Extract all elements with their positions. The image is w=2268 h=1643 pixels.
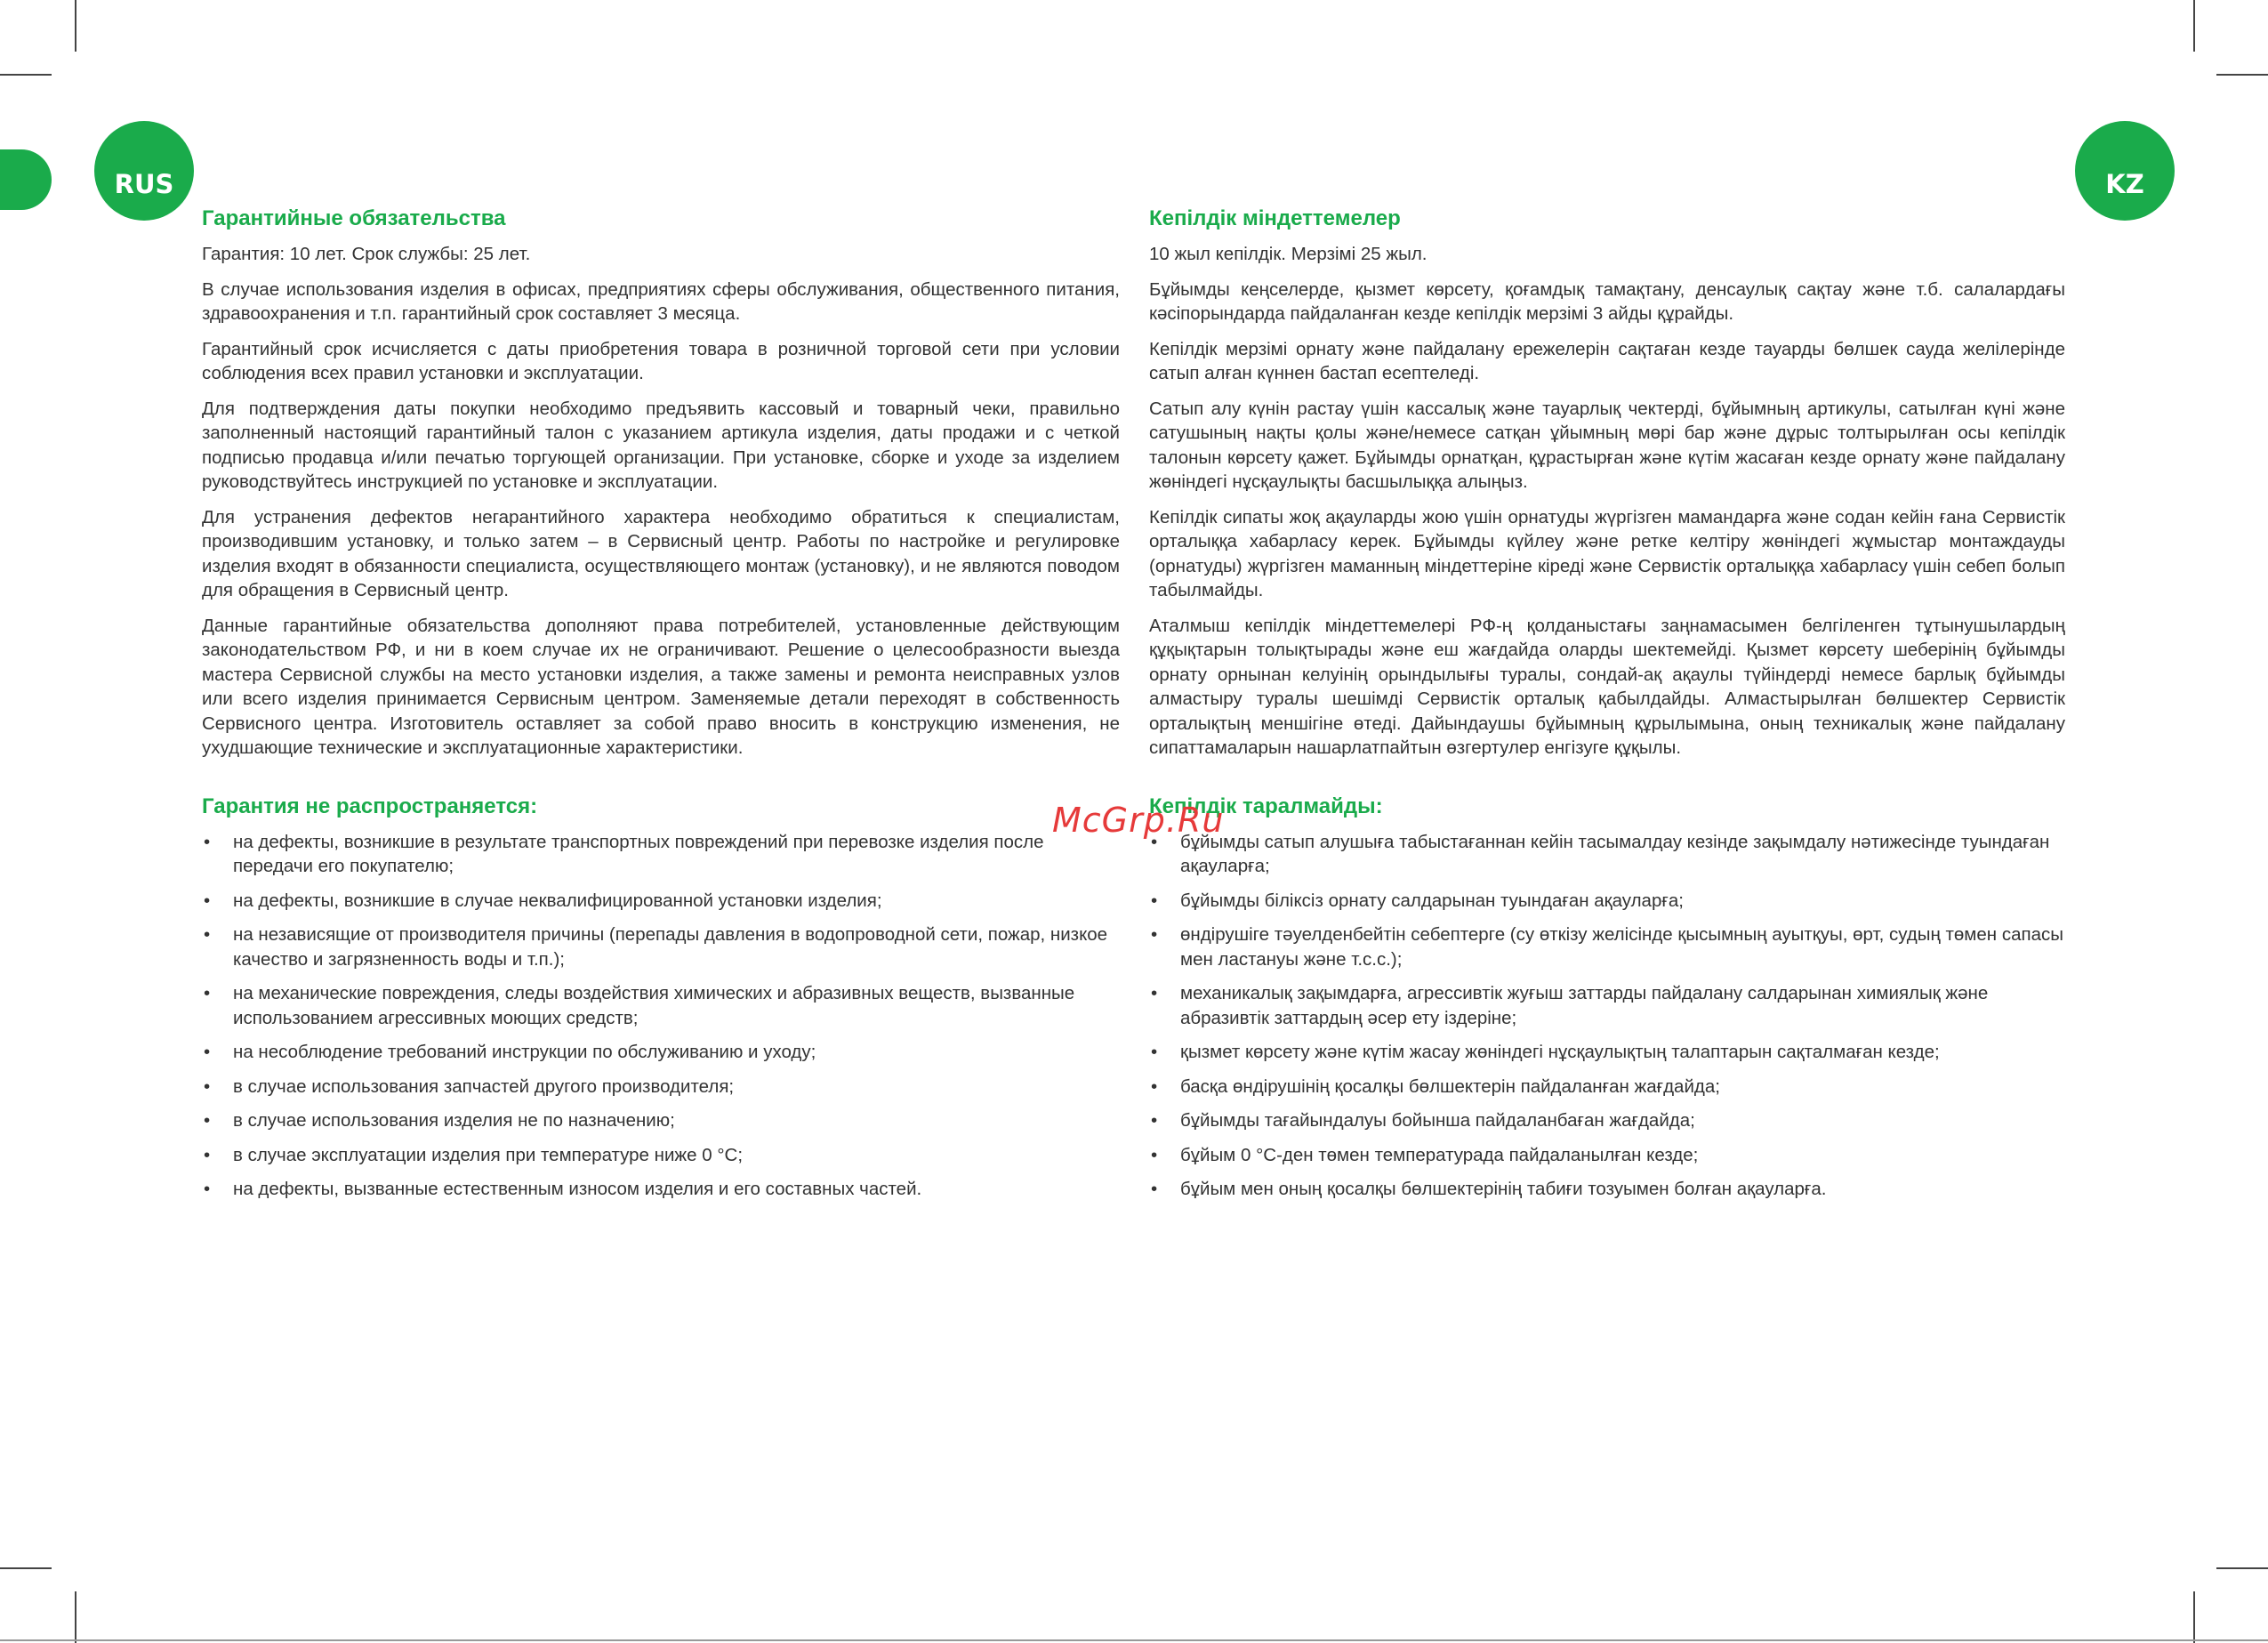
ru-paragraph: Данные гарантийные обязательства дополняют права потребителей, установленные действующим законодательством РФ, и ни в коем случае их не ограничивают. Решение о целесообразности выезда мастера Сервисной службы на место установки изделия, а также замены и ремонта неисправных узлов или всего изделия принимается Сервисным центром. Заменяемые детали переходят в собственность Сервисного центра. Изготовитель оставляет за собой право вносить в конструкцию изменения, не ухудшающие технические и эксплуатационные характеристики. bbox=[202, 615, 1120, 758]
language-badge-rus bbox=[94, 121, 194, 221]
kz-exclusions-list bbox=[1149, 830, 2065, 1202]
list-item: • на механические повреждения, следы воздействия химических и абразивных веществ, вызванные использованием агрессивных моющих средств; bbox=[202, 981, 1120, 1030]
crop-mark bbox=[2216, 1567, 2268, 1569]
ru-paragraph: Гарантийный срок исчисляется с даты приобретения товара в розничной торговой сети при условии соблюдения всех правил установки и эксплуатации. bbox=[202, 338, 1120, 383]
list-item: • на дефекты, вызванные естественным износом изделия и его составных частей. bbox=[202, 1177, 1120, 1202]
crop-mark bbox=[0, 74, 52, 76]
ru-paragraph: В случае использования изделия в офисах, предприятиях сферы обслуживания, общественного питания, здравоохранения и т.п. гарантийный срок составляет 3 месяца. bbox=[202, 278, 1120, 324]
list-item: • на несоблюдение требований инструкции по обслуживанию и уходу; bbox=[202, 1040, 1120, 1065]
kz-paragraph: Аталмыш кепілдік міндеттемелері РФ-ң қолданыстағы заңнамасымен белгіленген тұтынушылардың құқықтарын толықтырады және еш жағдайда оларды шектемейді. Қызмет көрсету шеберінің бұйымды орнату орнынан келуінің орындылығы туралы, сондай-ақ ақаулы түйіндерді немесе барлық бұйымды алмастыру туралы шешімді Сервистік орталық қабылдайды. Алмастырылған бөлшектер Сервистік орталықтың меншігіне өтеді. Дайындаушы бұйымның құрылымына, оның техникалық және пайдалану сипаттамаларын нашарлатпайтын өзгертулер енгізуге құқылы. bbox=[1149, 615, 2065, 758]
list-item: • бұйым мен оның қосалқы бөлшектерінің табиғи тозуымен болған ақауларға. bbox=[1149, 1177, 2065, 1202]
list-item: • на независящие от производителя причины (перепады давления в водопроводной сети, пожар, низкое качество и загрязненность воды и т.п.); bbox=[202, 922, 1120, 971]
crop-mark bbox=[75, 0, 76, 52]
kz-paragraph: Бұйымды кеңселерде, қызмет көрсету, қоғамдық тамақтану, денсаулық сақтау және т.б. салалардағы кәсіпорындарда пайдаланған кезде кепілдік мерзімі 3 айды құрайды. bbox=[1149, 278, 2065, 324]
crop-mark bbox=[2193, 1591, 2195, 1643]
list-item: • бұйымды біліксіз орнату салдарынан туындаған ақауларға; bbox=[1149, 889, 2065, 914]
list-item: • на дефекты, возникшие в случае неквалифицированной установки изделия; bbox=[202, 889, 1120, 914]
ru-column bbox=[202, 203, 1120, 1212]
kz-paragraph: Кепілдік мерзімі орнату және пайдалану ережелерін сақтаған кезде тауарды бөлшек сауда желілерінде сатып алған күннен бастап есептеледі. bbox=[1149, 338, 2065, 383]
fold-line bbox=[0, 1639, 2268, 1641]
kz-paragraph: Кепілдік сипаты жоқ ақауларды жою үшін орнатуды жүргізген мамандарға және содан кейін ғана Сервистік орталыққа хабарласу керек. Бұйымды күйлеу және ретке келтіру жөніндегі жұмыстар монтаждауды (орнатуды) жүргізген маманның міндеттеріне кіреді және Сервистік орталыққа хабарласу үшін себеп болып табылмайды. bbox=[1149, 506, 2065, 600]
list-item: • бұйым 0 °С-ден төмен температурада пайдаланылған кезде; bbox=[1149, 1143, 2065, 1168]
list-item: • бұйымды сатып алушыға табыстағаннан кейін тасымалдау кезінде зақымдалу нәтижесінде туындаған ақауларға; bbox=[1149, 830, 2065, 879]
list-item: • механикалық зақымдарға, агрессивтік жуғыш заттарды пайдалану салдарынан химиялық және абразивтік заттардың әсер ету іздеріне; bbox=[1149, 981, 2065, 1030]
kz-paragraph: Сатып алу күнін растау үшін кассалық және тауарлық чектерді, бұйымның артикулы, сатылған күні және сатушының нақты қолы және/немесе сатқан ұйымның мөрі бар және дұрыс толтырылған осы кепілдік талонын көрсету қажет. Бұйымды орнатқан, құрастырған және күтім жасаған кезде орнату және пайдалану жөніндегі нұсқаулықты басшылыққа алыңыз. bbox=[1149, 398, 2065, 492]
kz-column bbox=[1149, 203, 2065, 1212]
ru-subheading: Гарантия не распространяется: bbox=[202, 793, 538, 818]
kz-subheading: Кепілдік таралмайды: bbox=[1149, 793, 1383, 818]
list-item: • в случае использования изделия не по назначению; bbox=[202, 1108, 1120, 1133]
crop-mark bbox=[2216, 74, 2268, 76]
crop-mark bbox=[0, 1567, 52, 1569]
list-item: • қызмет көрсету және күтім жасау жөніндегі нұсқаулықтың талаптарын сақталмаған кезде; bbox=[1149, 1040, 2065, 1065]
kz-paragraph: 10 жыл кепілдік. Мерзімі 25 жыл. bbox=[1149, 244, 1428, 264]
badge-label: KZ bbox=[2105, 169, 2144, 199]
watermark: McGrp.Ru bbox=[1052, 801, 1225, 840]
ru-paragraph: Гарантия: 10 лет. Срок службы: 25 лет. bbox=[202, 244, 531, 264]
list-item: • бұйымды тағайындалуы бойынша пайдаланбаған жағдайда; bbox=[1149, 1108, 2065, 1133]
kz-heading: Кепілдік міндеттемелер bbox=[1149, 206, 1401, 230]
language-badge-kz bbox=[2075, 121, 2175, 221]
crop-mark bbox=[75, 1591, 76, 1643]
ru-paragraph: Для устранения дефектов негарантийного характера необходимо обратиться к специалистам, производившим установку, и только затем – в Сервисный центр. Работы по настройке и регулировке изделия входят в обязанности специалиста, осуществляющего монтаж (установку), и не являются поводом для обращения в Сервисный центр. bbox=[202, 506, 1120, 600]
list-item: • на дефекты, возникшие в результате транспортных повреждений при перевозке изделия после передачи его покупателю; bbox=[202, 830, 1120, 879]
ru-heading: Гарантийные обязательства bbox=[202, 206, 506, 230]
list-item: • басқа өндірушінің қосалқы бөлшектерін пайдаланған жағдайда; bbox=[1149, 1075, 2065, 1099]
page-edge-marker bbox=[0, 149, 52, 210]
list-item: • өндірушіге тәуелденбейтін себептерге (су өткізу желісінде қысымның ауытқуы, өрт, судың төмен сапасы мен ластануы және т.с.с.); bbox=[1149, 922, 2065, 971]
list-item: • в случае эксплуатации изделия при температуре ниже 0 °С; bbox=[202, 1143, 1120, 1168]
badge-label: RUS bbox=[114, 169, 174, 199]
crop-mark bbox=[2193, 0, 2195, 52]
list-item: • в случае использования запчастей другого производителя; bbox=[202, 1075, 1120, 1099]
ru-paragraph: Для подтверждения даты покупки необходимо предъявить кассовый и товарный чеки, правильно заполненный настоящий гарантийный талон с указанием артикула изделия, даты продажи и с четкой подписью продавца и/или печатью торгующей организации. При установке, сборке и уходе за изделием руководствуйтесь инструкцией по установке и эксплуатации. bbox=[202, 398, 1120, 492]
ru-exclusions-list bbox=[202, 830, 1120, 1202]
